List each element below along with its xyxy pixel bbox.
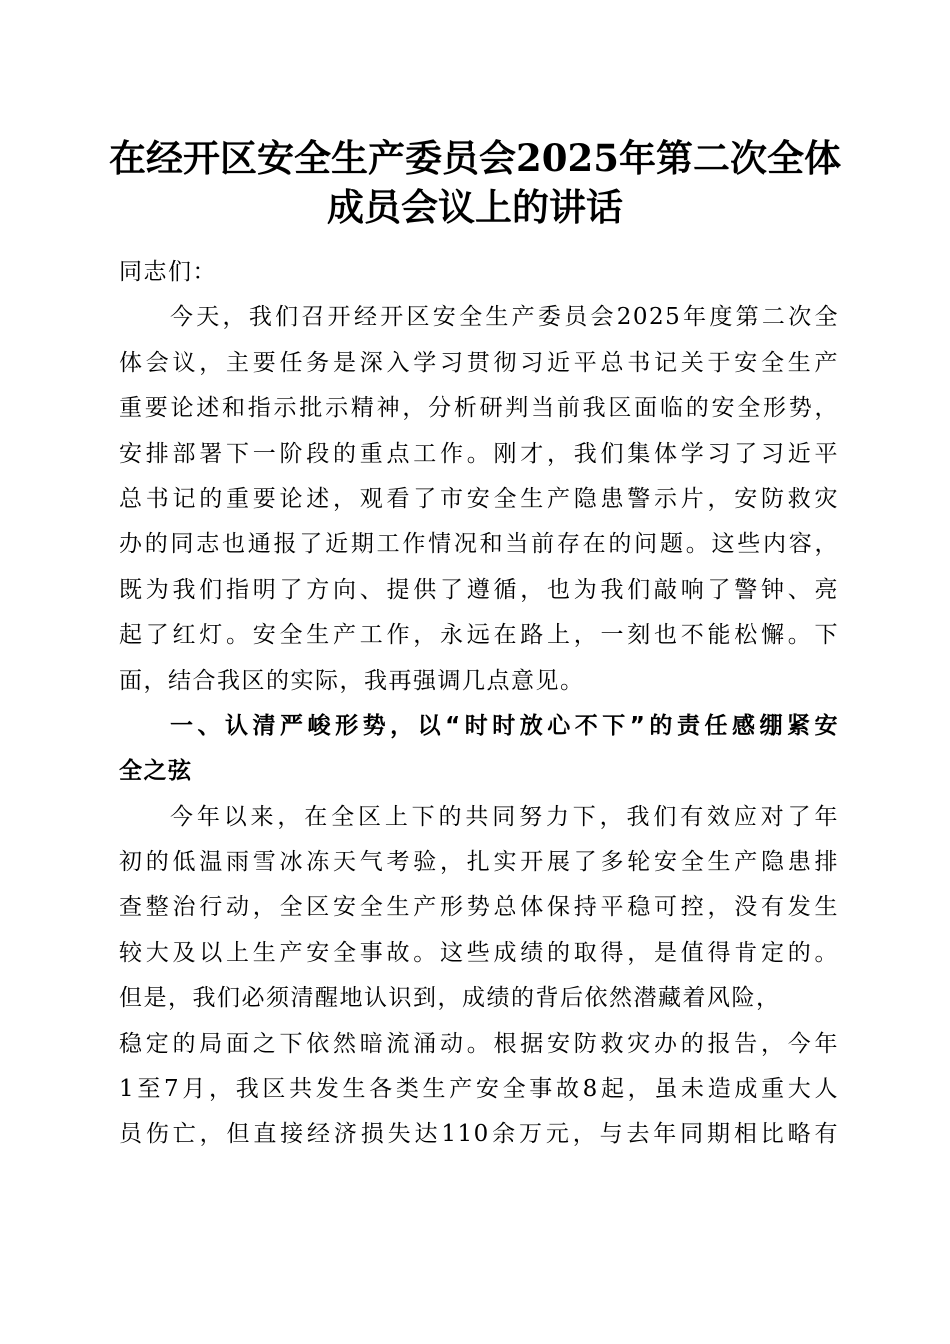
paragraph-1-line: 面，结合我区的实际，我再强调几点意见。 bbox=[119, 667, 585, 694]
section-heading-1-line: 一、认清严峻形势，以“时时放心不下”的责任感绷紧安 bbox=[170, 712, 839, 739]
document-title-line-1: 在经开区安全生产委员会2025年第二次全体 bbox=[109, 136, 841, 180]
paragraph-2-line: 初的低温雨雪冰冻天气考验，扎实开展了多轮安全生产隐患排 bbox=[119, 849, 839, 876]
paragraph-1 bbox=[119, 295, 839, 704]
salutation: 同志们： bbox=[119, 259, 217, 285]
paragraph-2-line: 稳定的局面之下依然暗流涌动。根据安防救灾办的报告，今年 bbox=[119, 1030, 839, 1057]
paragraph-1-line: 总书记的重要论述，观看了市安全生产隐患警示片，安防救灾 bbox=[119, 485, 839, 512]
paragraph-1-line: 重要论述和指示批示精神，分析研判当前我区面临的安全形势， bbox=[119, 395, 839, 422]
document-title-line-2: 成员会议上的讲话 bbox=[327, 185, 623, 229]
paragraph-1-line: 安排部署下一阶段的重点工作。刚才，我们集体学习了习近平 bbox=[119, 440, 839, 467]
paragraph-1-line: 今天，我们召开经开区安全生产委员会2025年度第二次全 bbox=[170, 304, 839, 331]
paragraph-1-line: 既为我们指明了方向、提供了遵循，也为我们敲响了警钟、亮 bbox=[119, 576, 839, 603]
paragraph-2-line: 较大及以上生产安全事故。这些成绩的取得，是值得肯定的。 bbox=[119, 939, 839, 966]
paragraph-2-line: 查整治行动，全区安全生产形势总体保持平稳可控，没有发生 bbox=[119, 894, 839, 921]
paragraph-1-line: 体会议，主要任务是深入学习贯彻习近平总书记关于安全生产 bbox=[119, 349, 839, 376]
paragraph-1-line: 起了红灯。安全生产工作，永远在路上，一刻也不能松懈。下 bbox=[119, 622, 839, 649]
paragraph-2-line: 今年以来，在全区上下的共同努力下，我们有效应对了年 bbox=[170, 803, 839, 830]
section-heading-1 bbox=[119, 704, 839, 795]
paragraph-2 bbox=[119, 795, 839, 1158]
document-body bbox=[119, 250, 839, 1158]
section-heading-1-line: 全之弦 bbox=[119, 758, 193, 785]
paragraph-2-line: 员伤亡，但直接经济损失达110余万元，与去年同期相比略有 bbox=[119, 1121, 839, 1148]
paragraph-2-line: 1至7月，我区共发生各类生产安全事故8起，虽未造成重大人 bbox=[119, 1076, 839, 1103]
paragraph-1-line: 办的同志也通报了近期工作情况和当前存在的问题。这些内容， bbox=[119, 531, 839, 558]
paragraph-2-line: 但是，我们必须清醒地认识到，成绩的背后依然潜藏着风险， bbox=[119, 985, 781, 1012]
